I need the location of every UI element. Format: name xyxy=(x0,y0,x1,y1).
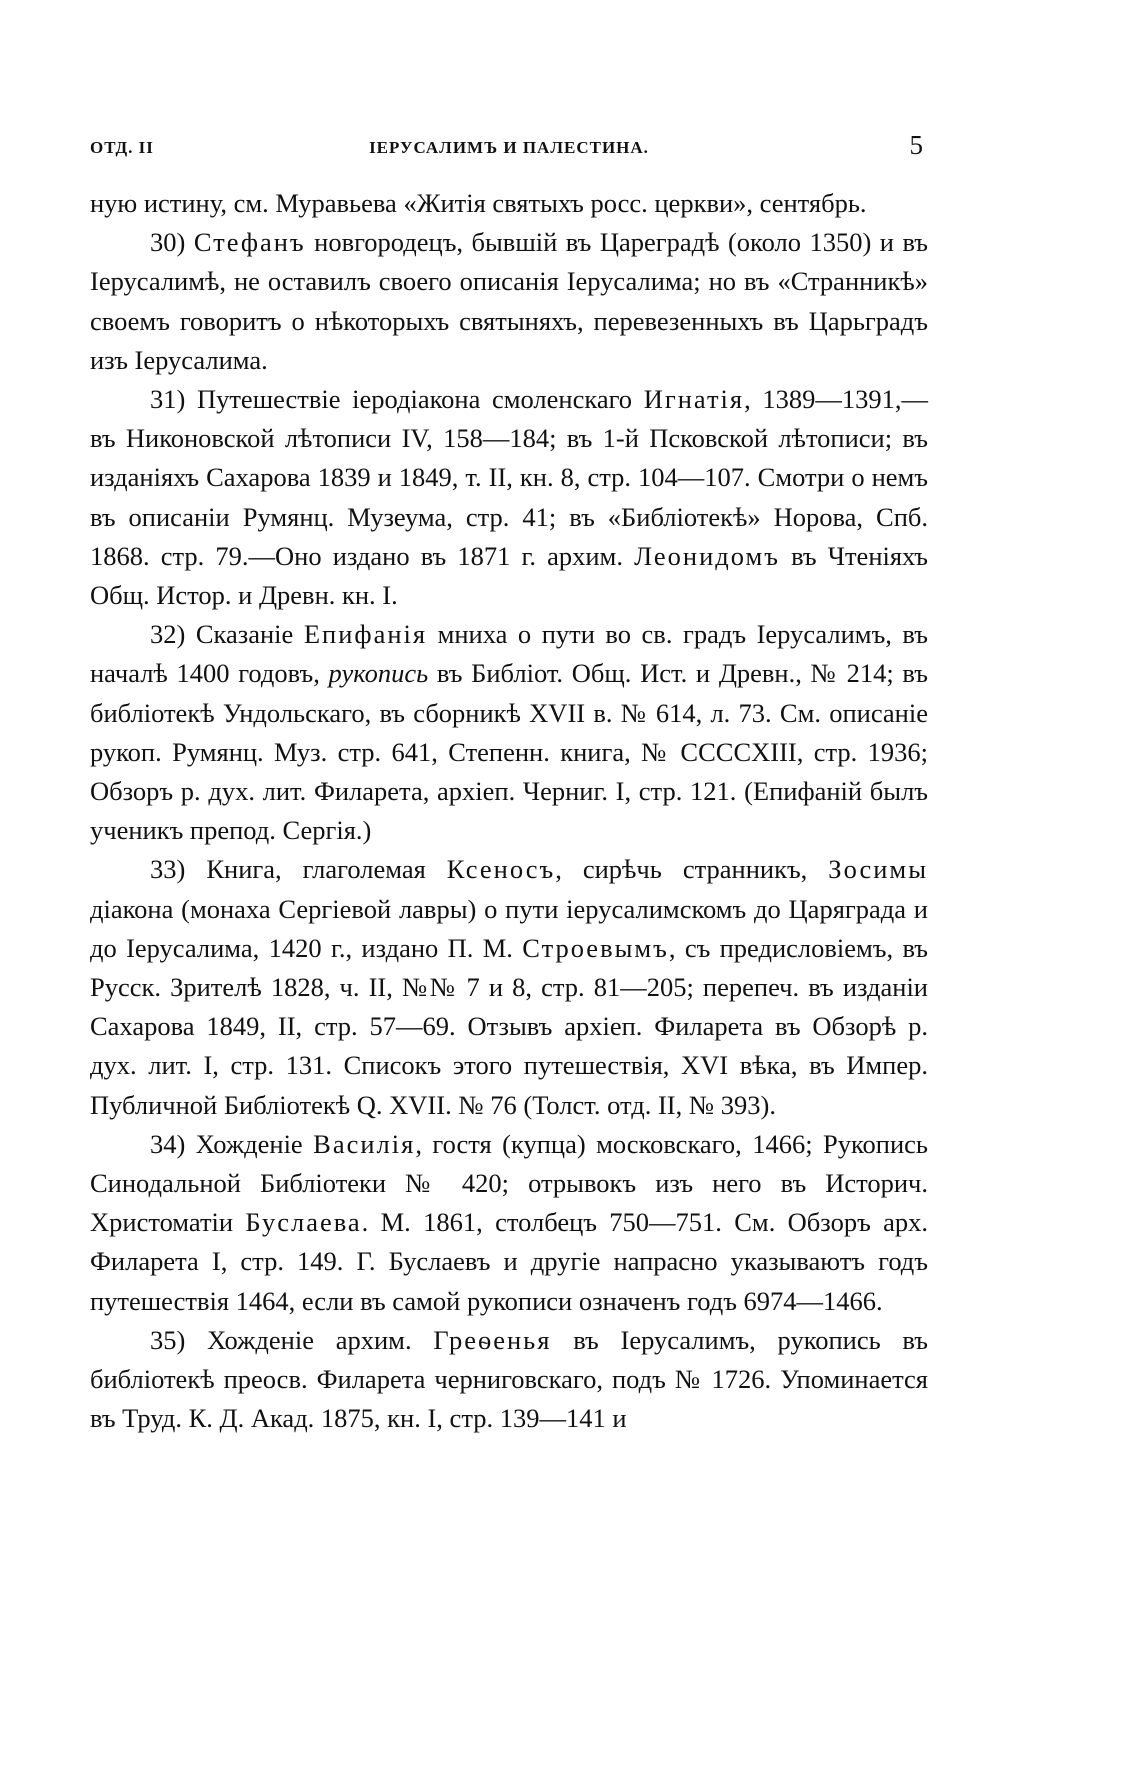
text-run: , съ предисловіемъ, въ Русск. Зрителѣ 1828, ч. II, №№ 7 и 8, стр. 81—205; перепеч. въ изданіи Сахарова 1849, II, стр. 57—69. Отзывъ архіеп. Филарета въ Обзорѣ р. дух. лит. I, стр. 131. Списокъ этого путешествія, XVI вѣка, въ Импер. Публичной Библіотекѣ Q. XVII. № 76 (Толст. отд. II, № 393). xyxy=(90,932,929,1120)
text-run: , гостя (купца) московскаго, 1466; Рукопись Синодальной Библіотеки № 420; отрывокъ изъ него въ Историч. Христоматіи xyxy=(90,1128,928,1238)
text-run: 34) Хожденіе xyxy=(150,1128,314,1159)
paragraph xyxy=(90,223,928,380)
paragraph xyxy=(90,1321,928,1439)
text-run: , 1389—1391,—въ Никоновской лѣтописи IV, 158—184; въ 1-й Псковской лѣтописи; въ изданіяхъ Сахарова 1839 и 1849, т. II, кн. 8, стр. 104—107. Смотри о немъ въ описаніи Румянц. Музеума, стр. 41; въ «Библіотекѣ» Норова, Спб. 1868. стр. 79.—Оно издано въ 1871 г. архим. xyxy=(90,384,928,571)
text-run: въ Библіот. Общ. Ист. и Древн., № 214; въ библіотекѣ Ундольскаго, въ сборникѣ XVII в. № 614, л. 73. См. описаніе рукоп. Румянц. Муз. стр. 641, Степенн. книга, № CCCCXIII, стр. 1936; Обзоръ р. дух. лит. Филарета, архіеп. Черниг. I, стр. 121. (Епифаній былъ ученикъ препод. Сергія.) xyxy=(90,658,928,846)
text-run: Греѳенья xyxy=(433,1324,552,1355)
running-title: ІЕРУСАЛИМЪ И ПАЛЕСТИНА. xyxy=(369,138,649,157)
text-run: мниха о пути во св. градъ Іерусалимъ, въ началѣ 1400 годовъ, xyxy=(90,619,928,689)
page xyxy=(90,130,928,1439)
text-run: Ксеносъ xyxy=(446,854,556,885)
text-run: Строевымъ xyxy=(522,932,669,963)
paragraph xyxy=(90,1125,928,1321)
text-run: новгородецъ, бывшій въ Цареградѣ (около 1350) и въ Іерусалимѣ, не оставилъ своего описанія Іерусалима; но въ «Странникѣ» своемъ говоритъ о нѣкоторыхъ святыняхъ, перевезенныхъ въ Царьградъ изъ Іерусалима. xyxy=(90,227,929,375)
text-run: рукопись xyxy=(328,658,429,689)
text-run: Василія xyxy=(313,1128,416,1159)
paragraph xyxy=(90,184,928,223)
text-run: , сирѣчь странникъ, xyxy=(555,854,829,885)
running-head xyxy=(90,130,928,170)
text-run: 35) Хожденіе архим. xyxy=(150,1324,434,1355)
text-run: Леонидомъ xyxy=(634,540,780,571)
text-run: въ Чтеніяхъ Общ. Истор. и Древн. кн. I. xyxy=(90,540,928,611)
text-run: 33) Книга, глаголемая xyxy=(150,854,447,885)
text-run: 32) Сказаніе xyxy=(150,619,304,650)
text-run: въ Іерусалимъ, рукопись въ библіотекѣ преосв. Филарета черниговскаго, подъ № 1726. Упоминается въ Труд. К. Д. Акад. 1875, кн. I, стр. 139—141 и xyxy=(90,1324,928,1434)
page-number: 5 xyxy=(909,130,924,160)
text-run: Стефанъ xyxy=(193,227,306,258)
text-run: Буслаева xyxy=(245,1207,362,1238)
text-run: Зосимы xyxy=(828,854,929,885)
body-text xyxy=(90,184,928,1439)
text-run: діакона (монаха Сергіевой лавры) о пути іерусалимскомъ до Царяграда и до Іерусалима, 1420 г., издано П. М. xyxy=(90,893,928,963)
text-run: Епифанія xyxy=(303,619,428,650)
paragraph xyxy=(90,850,928,1124)
text-run: 31) Путешествіе іеродіакона смоленскаго xyxy=(150,384,644,415)
text-run: Игнатія xyxy=(643,384,745,415)
section-label: ОТД. II xyxy=(90,138,154,157)
text-run: ную истину, см. Муравьева «Житія святыхъ росс. церкви», сентябрь. xyxy=(90,188,867,218)
paragraph xyxy=(90,380,928,615)
text-run: 30) xyxy=(150,227,194,258)
paragraph xyxy=(90,615,928,850)
text-run: . М. 1861, столбецъ 750—751. См. Обзоръ арх. Филарета I, стр. 149. Г. Буслаевъ и другіе напрасно указываютъ годъ путешествія 1464, если въ самой рукописи означенъ годъ 6974—1466. xyxy=(90,1207,928,1316)
